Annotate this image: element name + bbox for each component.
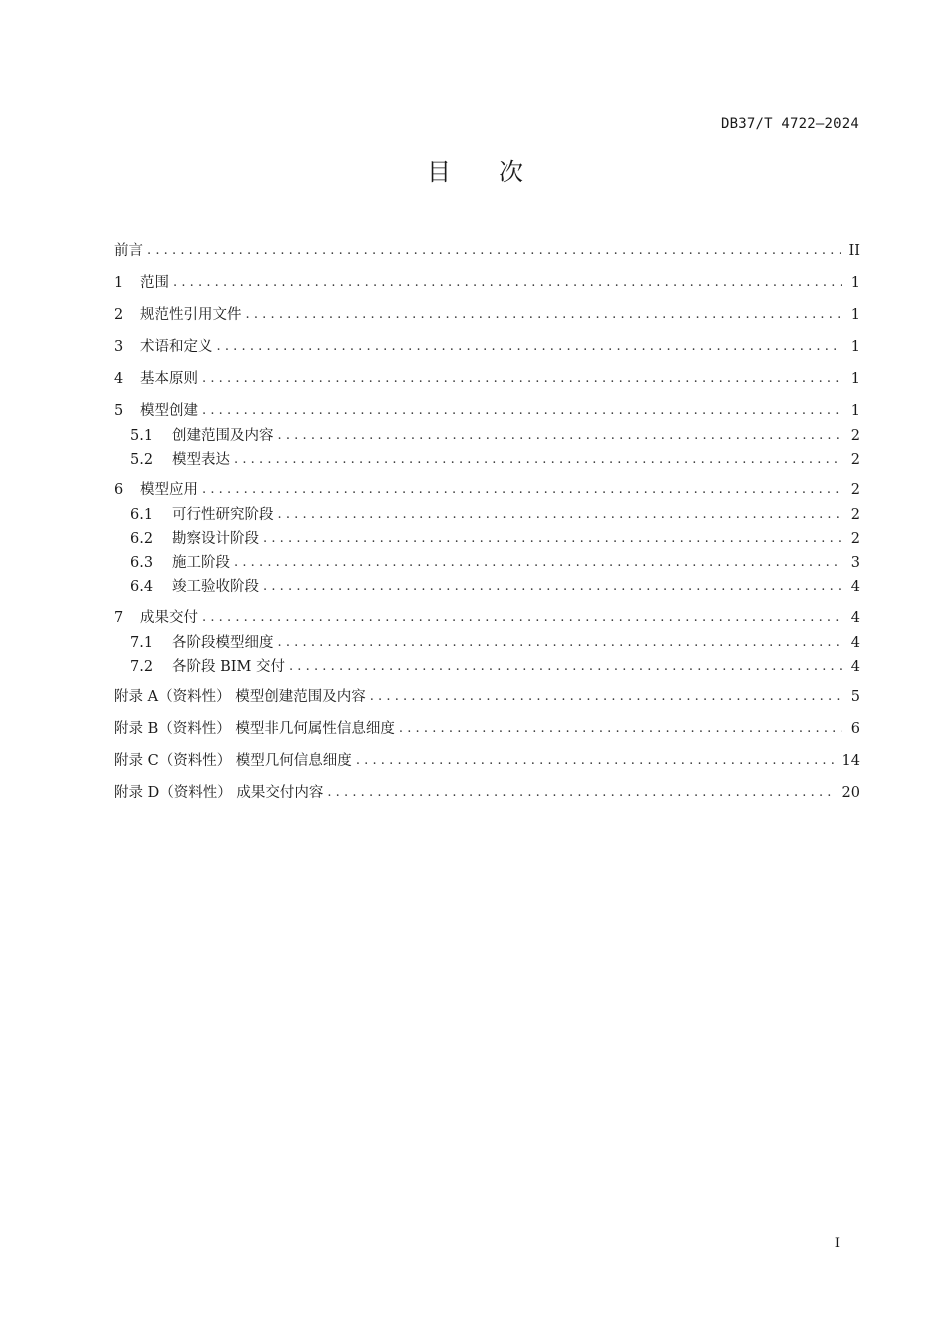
toc-label: 成果交付 [140, 610, 198, 626]
dot-leader [370, 686, 842, 708]
toc-entry-appendix-b[interactable] [114, 718, 860, 740]
toc-number: 5.1 [130, 428, 154, 444]
toc-entry-2[interactable] [114, 304, 860, 326]
toc-number: 3 [114, 339, 124, 355]
toc-page-number: 4 [850, 659, 860, 675]
toc-label: 施工阶段 [172, 555, 230, 571]
toc-number: 2 [114, 307, 124, 323]
document-code: DB37/T 4722—2024 [720, 116, 859, 132]
toc-number: 5 [114, 403, 124, 419]
toc-label: 附录 B（资料性） 模型非几何属性信息细度 [114, 721, 395, 737]
toc-entry-4[interactable] [114, 368, 860, 390]
toc-label: 模型表达 [172, 452, 230, 468]
toc-number: 6.4 [130, 579, 154, 595]
dot-leader [289, 656, 842, 678]
toc-entry-appendix-c[interactable] [114, 750, 860, 772]
toc-number: 4 [114, 371, 124, 387]
toc-entry-appendix-d[interactable] [114, 782, 860, 804]
toc-label: 可行性研究阶段 [172, 507, 274, 523]
toc-label: 模型应用 [140, 482, 198, 498]
toc-page-number: 2 [850, 507, 860, 523]
toc-page-number: 4 [850, 610, 860, 626]
toc-entry-6-4[interactable] [130, 576, 860, 598]
toc-entry-5-2[interactable] [130, 449, 860, 471]
toc-entry-7-2[interactable] [130, 656, 860, 678]
dot-leader [202, 607, 842, 629]
toc-entry-appendix-a[interactable] [114, 686, 860, 708]
toc-page-number: 6 [850, 721, 860, 737]
dot-leader [234, 552, 842, 574]
toc-page-number: 1 [850, 339, 860, 355]
toc-number: 7 [114, 610, 124, 626]
toc-page-number: 1 [850, 275, 860, 291]
toc-page-number: 1 [850, 371, 860, 387]
toc-label: 竣工验收阶段 [172, 579, 259, 595]
toc-label: 范围 [140, 275, 169, 291]
toc-page-number: 4 [850, 635, 860, 651]
dot-leader [278, 504, 843, 526]
toc-number: 5.2 [130, 452, 154, 468]
dot-leader [202, 368, 842, 390]
toc-page-number: 20 [841, 785, 860, 801]
toc-label: 附录 A（资料性） 模型创建范围及内容 [114, 689, 366, 705]
toc-page-number: 1 [850, 403, 860, 419]
toc-number: 6.3 [130, 555, 154, 571]
dot-leader [217, 336, 843, 358]
toc-entry-6-3[interactable] [130, 552, 860, 574]
dot-leader [202, 400, 842, 422]
dot-leader [147, 240, 841, 262]
toc-page-number: 2 [850, 428, 860, 444]
toc-label: 附录 C（资料性） 模型几何信息细度 [114, 753, 352, 769]
toc-number: 6.2 [130, 531, 154, 547]
toc-label: 勘察设计阶段 [172, 531, 259, 547]
dot-leader [278, 425, 843, 447]
toc-entry-foreword[interactable] [114, 240, 860, 262]
dot-leader [263, 576, 842, 598]
dot-leader [327, 782, 833, 804]
page-title: 目次 [427, 158, 571, 186]
toc-label: 各阶段 BIM 交付 [172, 659, 285, 675]
toc-entry-6[interactable] [114, 479, 860, 501]
toc-page-number: 2 [850, 531, 860, 547]
toc-entry-7-1[interactable] [130, 632, 860, 654]
toc-number: 6 [114, 482, 124, 498]
toc-label: 基本原则 [140, 371, 198, 387]
dot-leader [173, 272, 842, 294]
toc-page-number: 5 [850, 689, 860, 705]
toc-label: 附录 D（资料性） 成果交付内容 [114, 785, 324, 801]
toc-page-number: 2 [850, 452, 860, 468]
toc-label: 规范性引用文件 [140, 307, 242, 323]
toc-number: 7.2 [130, 659, 154, 675]
toc-label: 模型创建 [140, 403, 198, 419]
toc-page-number: 14 [841, 753, 860, 769]
toc-entry-3[interactable] [114, 336, 860, 358]
toc-entry-5[interactable] [114, 400, 860, 422]
toc-entry-6-2[interactable] [130, 528, 860, 550]
dot-leader [399, 718, 842, 740]
toc-number: 1 [114, 275, 124, 291]
toc-page-number: II [848, 243, 860, 259]
toc-label: 前言 [114, 243, 143, 259]
dot-leader [278, 632, 843, 654]
toc-entry-6-1[interactable] [130, 504, 860, 526]
toc-number: 7.1 [130, 635, 154, 651]
toc-label: 创建范围及内容 [172, 428, 274, 444]
toc-label: 术语和定义 [140, 339, 213, 355]
dot-leader [263, 528, 842, 550]
toc-entry-1[interactable] [114, 272, 860, 294]
toc-entry-7[interactable] [114, 607, 860, 629]
toc-page-number: 2 [850, 482, 860, 498]
toc-page-number: 4 [850, 579, 860, 595]
toc-number: 6.1 [130, 507, 154, 523]
toc-page-number: 3 [850, 555, 860, 571]
toc-page-number: 1 [850, 307, 860, 323]
toc-entry-5-1[interactable] [130, 425, 860, 447]
toc-label: 各阶段模型细度 [172, 635, 274, 651]
dot-leader [246, 304, 843, 326]
dot-leader [202, 479, 842, 501]
dot-leader [234, 449, 842, 471]
dot-leader [356, 750, 834, 772]
page-number: I [834, 1236, 840, 1251]
